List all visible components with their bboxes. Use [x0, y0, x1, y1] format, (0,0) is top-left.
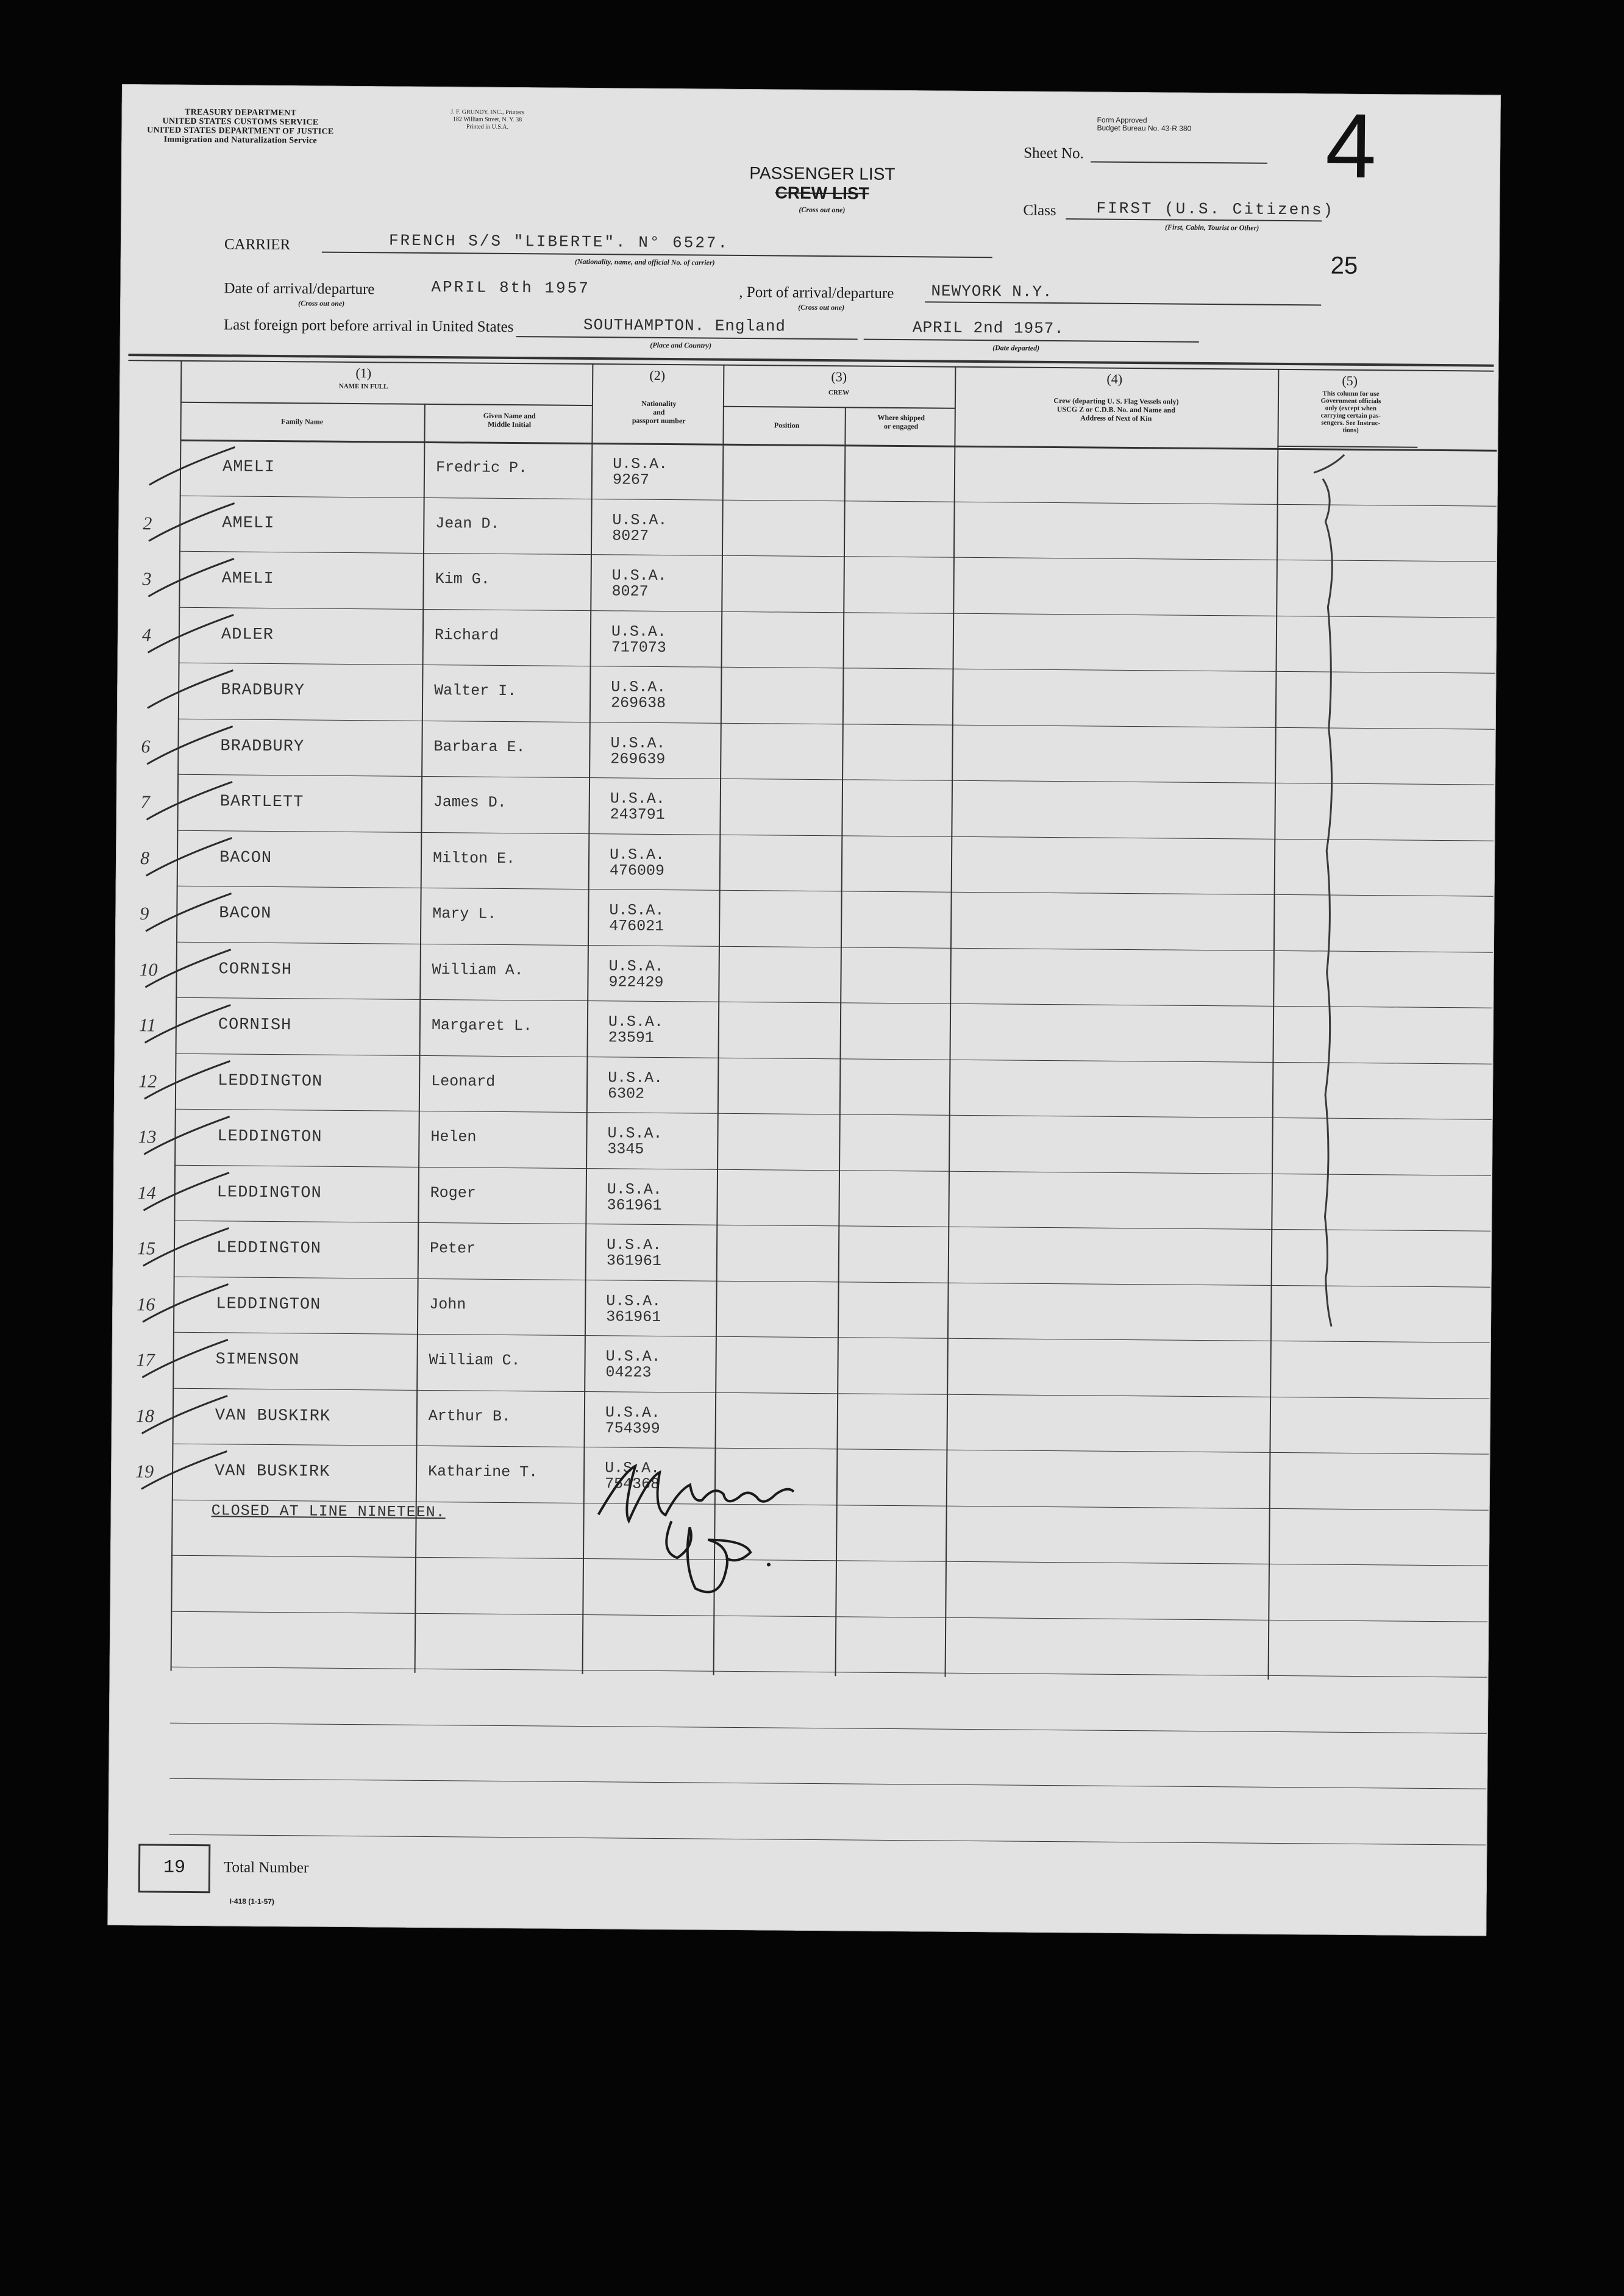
- row-check-mark: [138, 1108, 248, 1164]
- date-label: Date of arrival/departure: [224, 280, 375, 298]
- nationality-cell: U.S.A.: [612, 510, 668, 529]
- nationality-cell: U.S.A.: [605, 1459, 660, 1477]
- given-name-cell: Katharine T.: [428, 1463, 538, 1481]
- nationality-cell: U.S.A.: [611, 622, 667, 641]
- last-port-value: SOUTHAMPTON. England: [583, 315, 786, 336]
- total-number-value: 19: [163, 1857, 186, 1878]
- row-check-mark: [137, 1220, 248, 1275]
- passport-number-cell: 476009: [609, 861, 665, 880]
- row-check-mark: [136, 1332, 246, 1387]
- family-name-cell: SIMENSON: [215, 1350, 300, 1370]
- printer-imprint: J. F. GRUNDY, INC., Printers 182 William Street, N. Y. 38 Printed in U.S.A.: [451, 109, 525, 130]
- col3-shipped-header: Where shipped or engaged: [877, 413, 925, 431]
- row-number: 17: [136, 1350, 155, 1371]
- row-check-mark: [140, 774, 251, 829]
- passport-number-cell: 3345: [607, 1140, 644, 1158]
- class-label: Class: [1023, 202, 1056, 219]
- row-number: 9: [140, 904, 149, 924]
- passport-number-cell: 361961: [606, 1252, 661, 1271]
- row-check-mark: [140, 885, 250, 941]
- given-name-cell: Kim G.: [435, 570, 490, 588]
- col4-number: (4): [1106, 371, 1123, 387]
- last-port-label: Last foreign port before arrival in United States: [223, 316, 514, 336]
- given-name-cell: Mary L.: [432, 905, 497, 923]
- family-name-cell: BARTLETT: [219, 793, 304, 812]
- given-name-cell: William A.: [432, 960, 524, 979]
- form-title-crew: CREW LIST: [775, 183, 869, 203]
- row-check-mark: [141, 662, 252, 718]
- given-name-cell: Jean D.: [435, 514, 500, 533]
- passenger-list-form: [107, 84, 1501, 1936]
- row-number: 4: [141, 624, 152, 645]
- carrier-note: (Nationality, name, and official No. of carrier): [574, 257, 715, 267]
- row-number: 18: [135, 1405, 154, 1426]
- family-name-cell: AMELI: [221, 569, 274, 588]
- passport-number-cell: 361961: [606, 1307, 661, 1326]
- passport-number-cell: 717073: [611, 638, 666, 657]
- row-check-mark: [139, 997, 249, 1052]
- passport-number-cell: 23591: [608, 1029, 654, 1047]
- col3-position-header: Position: [774, 421, 800, 430]
- passport-number-cell: 269639: [610, 749, 666, 768]
- col2-title: Nationality and passport number: [632, 399, 686, 426]
- passport-number-cell: 9267: [612, 471, 650, 489]
- nationality-cell: U.S.A.: [608, 1068, 663, 1087]
- family-name-cell: AMELI: [222, 513, 275, 533]
- family-name-cell: ADLER: [221, 625, 274, 644]
- nationality-cell: U.S.A.: [605, 1403, 661, 1422]
- passport-number-cell: 754368: [604, 1475, 660, 1493]
- passport-number-cell: 243791: [610, 805, 665, 824]
- port-note: (Cross out one): [798, 302, 845, 312]
- subhead-rule-3: [723, 406, 955, 409]
- nationality-cell: U.S.A.: [608, 1013, 664, 1032]
- carrier-line: [322, 252, 992, 258]
- given-name-cell: William C.: [429, 1351, 521, 1370]
- col1-family-header: Family Name: [281, 417, 324, 426]
- subhead-rule-5: [1277, 446, 1417, 448]
- nationality-cell: U.S.A.: [606, 1236, 662, 1255]
- row-check-mark: [139, 941, 249, 997]
- row-rule: [171, 1555, 1488, 1566]
- family-name-cell: LEDDINGTON: [216, 1239, 322, 1258]
- given-name-cell: Roger: [430, 1183, 476, 1202]
- family-name-cell: AMELI: [222, 458, 276, 477]
- class-note: (First, Cabin, Tourist or Other): [1165, 223, 1259, 232]
- closing-note: CLOSED AT LINE NINETEEN.: [211, 1502, 446, 1522]
- passport-number-cell: 6302: [607, 1084, 645, 1103]
- row-rule: [171, 1611, 1487, 1622]
- passport-number-cell: 361961: [607, 1196, 662, 1214]
- nationality-cell: U.S.A.: [613, 455, 668, 474]
- passport-number-cell: 476021: [609, 917, 664, 936]
- subhead-rule-1: [180, 402, 593, 406]
- col3-title: CREW: [828, 389, 850, 397]
- nationality-cell: U.S.A.: [610, 733, 666, 752]
- class-value: FIRST (U.S. Citizens): [1096, 199, 1335, 219]
- row-check-mark: [143, 495, 253, 551]
- date-departed-value: APRIL 2nd 1957.: [912, 318, 1065, 338]
- last-port-line: [516, 336, 858, 340]
- row-check-mark: [138, 1053, 249, 1108]
- family-name-cell: BACON: [219, 848, 272, 868]
- family-name-cell: LEDDINGTON: [218, 1071, 323, 1091]
- nationality-cell: U.S.A.: [611, 566, 667, 585]
- officer-signature: [585, 1447, 818, 1608]
- port-label: , Port of arrival/departure: [739, 283, 894, 302]
- family-name-cell: BRADBURY: [220, 736, 305, 756]
- col1-number: (1): [355, 365, 372, 381]
- port-value: NEWYORK N.Y.: [931, 282, 1053, 301]
- agency-block: TREASURY DEPARTMENT UNITED STATES CUSTOMS SERVICE UNITED STATES DEPARTMENT OF JUSTICE Immigration and Naturalization Service: [147, 107, 334, 146]
- family-name-cell: CORNISH: [218, 960, 293, 979]
- form-number: I-418 (1-1-57): [229, 1897, 275, 1906]
- given-name-cell: Leonard: [431, 1072, 496, 1091]
- row-number: 19: [135, 1461, 154, 1482]
- date-value: APRIL 8th 1957: [431, 277, 590, 298]
- form-title-passenger: PASSENGER LIST: [749, 163, 896, 184]
- nationality-cell: U.S.A.: [608, 957, 664, 975]
- row-number: 3: [142, 569, 152, 590]
- col1-given-header: Given Name and Middle Initial: [483, 411, 536, 429]
- row-check-mark: [143, 439, 254, 494]
- last-port-note: (Place and Country): [650, 340, 712, 350]
- row-number: 16: [137, 1294, 155, 1314]
- given-name-cell: John: [429, 1295, 466, 1313]
- family-name-cell: BACON: [219, 904, 272, 923]
- carrier-label: CARRIER: [224, 236, 291, 254]
- date-departed-note: (Date departed): [992, 343, 1040, 352]
- given-name-cell: Margaret L.: [431, 1016, 533, 1035]
- form-approved-note: Form Approved Budget Bureau No. 43-R 380: [1097, 115, 1192, 133]
- passport-number-cell: 754399: [605, 1419, 660, 1438]
- family-name-cell: LEDDINGTON: [216, 1183, 322, 1203]
- port-line: [925, 301, 1321, 305]
- row-check-mark: [135, 1443, 246, 1499]
- page-mark: 25: [1330, 252, 1358, 279]
- row-check-mark: [137, 1164, 248, 1220]
- row-number: 6: [141, 736, 151, 757]
- table-top-rule-2: [128, 360, 1494, 372]
- review-check-mark: [1269, 448, 1417, 1486]
- passport-number-cell: 269638: [610, 694, 666, 713]
- nationality-cell: U.S.A.: [605, 1347, 661, 1366]
- col5-title: This column for use Government officials only (except when carrying certain pas- sengers. See Instruc- tions): [1320, 390, 1381, 434]
- row-rule: [169, 1778, 1486, 1789]
- row-number: 14: [137, 1182, 156, 1203]
- nationality-cell: U.S.A.: [607, 1180, 662, 1199]
- nationality-cell: U.S.A.: [611, 678, 666, 697]
- col4-title: Crew (departing U. S. Flag Vessels only) USCG Z or C.D.B. No. and Name and Address of Next of Kin: [1053, 396, 1179, 423]
- carrier-value: FRENCH S/S "LIBERTE". N° 6527.: [388, 231, 730, 252]
- passport-number-cell: 8027: [611, 582, 649, 601]
- row-number: 8: [140, 847, 150, 868]
- given-name-cell: Walter I.: [434, 682, 517, 701]
- col5-number: (5): [1342, 373, 1358, 388]
- row-number: 11: [138, 1015, 156, 1036]
- row-check-mark: [142, 551, 252, 606]
- given-name-cell: Helen: [430, 1128, 477, 1146]
- sheet-number-value: 4: [1325, 94, 1377, 198]
- row-check-mark: [140, 830, 251, 885]
- given-name-cell: Arthur B.: [428, 1406, 511, 1425]
- nationality-cell: U.S.A.: [609, 901, 664, 920]
- row-check-mark: [136, 1388, 246, 1443]
- nationality-cell: U.S.A.: [609, 845, 665, 864]
- given-name-cell: James D.: [433, 793, 507, 811]
- total-number-label: Total Number: [223, 1859, 309, 1877]
- given-name-cell: Peter: [429, 1239, 476, 1258]
- date-note: (Cross out one): [298, 299, 345, 308]
- row-rule: [171, 1667, 1487, 1678]
- nationality-cell: U.S.A.: [610, 790, 665, 808]
- sheet-number-line: [1091, 161, 1267, 163]
- nationality-cell: U.S.A.: [607, 1124, 663, 1143]
- col1-title: NAME IN FULL: [338, 382, 388, 391]
- date-departed-line: [864, 339, 1199, 343]
- row-rule: [169, 1834, 1486, 1845]
- row-rule: [170, 1722, 1487, 1733]
- sheet-number-label: Sheet No.: [1024, 144, 1084, 162]
- col3-number: (3): [831, 369, 847, 385]
- passport-number-cell: 922429: [608, 972, 664, 991]
- passport-number-cell: 8027: [612, 526, 649, 545]
- row-check-mark: [141, 718, 251, 774]
- row-rules: [122, 84, 1501, 95]
- family-name-cell: VAN BUSKIRK: [215, 1406, 331, 1426]
- row-number: 12: [138, 1071, 157, 1091]
- row-number: 15: [137, 1238, 156, 1259]
- row-number: 2: [143, 513, 152, 533]
- family-name-cell: LEDDINGTON: [216, 1294, 321, 1314]
- form-title-note: (Cross out one): [799, 205, 846, 215]
- row-number: 10: [139, 959, 158, 980]
- nationality-cell: U.S.A.: [606, 1291, 661, 1310]
- family-name-cell: LEDDINGTON: [217, 1127, 322, 1147]
- family-name-cell: BRADBURY: [221, 681, 305, 701]
- row-check-mark: [142, 607, 252, 662]
- given-name-cell: Fredric P.: [435, 458, 528, 477]
- row-number: 7: [140, 792, 150, 813]
- col2-number: (2): [649, 367, 666, 383]
- given-name-cell: Barbara E.: [433, 737, 525, 756]
- row-check-mark: [137, 1276, 247, 1332]
- given-name-cell: Richard: [434, 626, 499, 644]
- family-name-cell: CORNISH: [218, 1016, 292, 1035]
- passport-number-cell: 04223: [605, 1363, 652, 1382]
- given-name-cell: Milton E.: [432, 849, 516, 868]
- family-name-cell: VAN BUSKIRK: [215, 1462, 330, 1481]
- row-number: 13: [138, 1127, 157, 1147]
